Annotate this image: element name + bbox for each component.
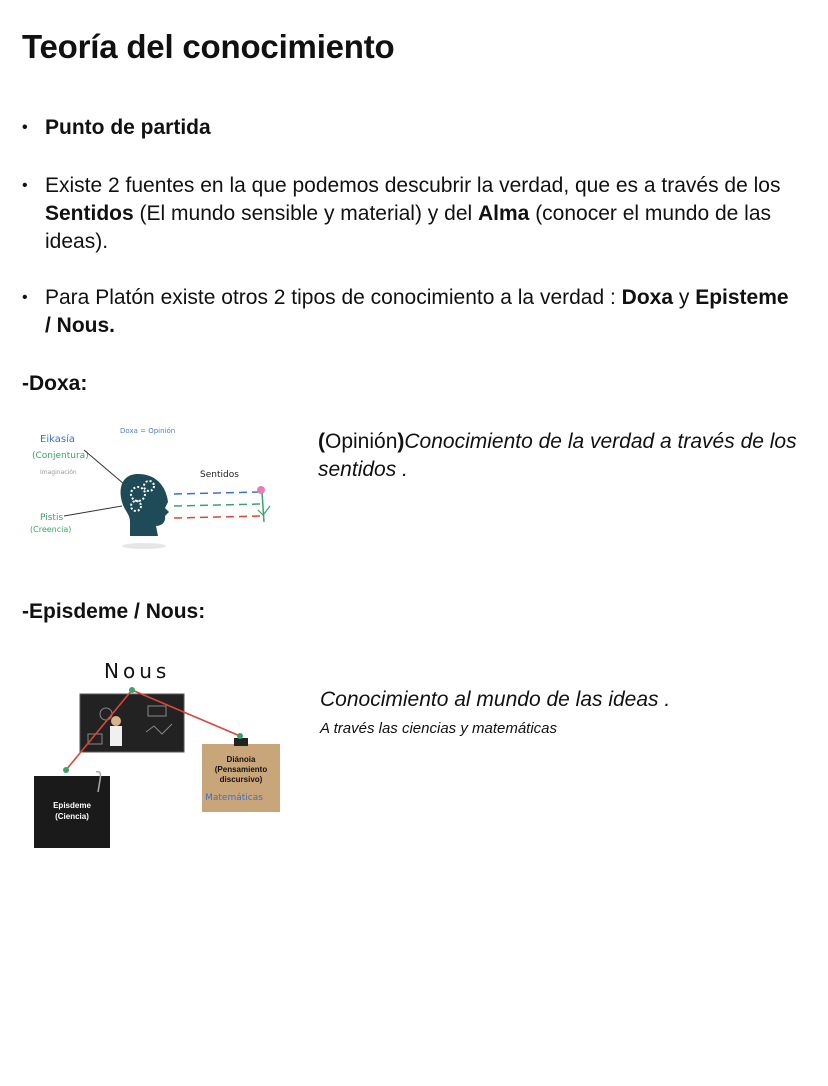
bold-episteme: Episteme / Nous. [45, 286, 789, 337]
bullet-dot: • [22, 177, 28, 194]
nous-label: Nous [104, 659, 171, 683]
bold-doxa: Doxa [621, 286, 674, 309]
connector-line [84, 450, 124, 484]
nous-description [320, 686, 800, 737]
bullet-fuentes [22, 172, 792, 256]
blackboard-image [80, 694, 184, 752]
paren-close: ) [397, 430, 405, 453]
shadow [122, 543, 166, 549]
bullet-punto-de-partida [22, 114, 792, 142]
bullet-text-part: y [673, 286, 696, 309]
dashed-line-blue [174, 492, 258, 494]
pistis-label: Pistis [40, 513, 64, 523]
doxa-diagram [26, 418, 288, 558]
head-silhouette-icon [121, 474, 169, 536]
paren-open: ( [318, 430, 325, 453]
creencia-label: (Creencia) [30, 525, 72, 534]
bullet-text [45, 172, 792, 256]
eikasia-label: Eikasía [40, 434, 75, 445]
pin-dot [129, 687, 135, 693]
dashed-line-red [174, 516, 262, 518]
bullet-text-part: (conocer el mundo de las ideas). [45, 202, 771, 253]
bullet-text [45, 284, 792, 340]
imaginacion-label: Imaginación [40, 469, 77, 476]
nous-heading: -Episdeme / Nous: [22, 600, 206, 623]
bullet-dot: • [22, 289, 28, 306]
episdeme-line2: (Ciencia) [55, 812, 89, 821]
bold-sentidos: Sentidos [45, 202, 134, 225]
bullet-dot: • [22, 119, 28, 136]
bullet-text-part: (El mundo sensible y material) y del [133, 202, 478, 225]
episdeme-card [34, 772, 110, 848]
doxa-description [318, 428, 808, 484]
matematicas-label: Matemáticas [205, 793, 263, 803]
nous-sub-text: A través las ciencias y matemáticas [320, 720, 558, 737]
dianoia-line1: Diánoia [226, 755, 256, 764]
bold-alma: Alma [478, 202, 530, 225]
bullet-text-part: Existe 2 fuentes en la que podemos descubrir la verdad, que es a través de los [45, 174, 781, 197]
doxa-opinion-label: Doxa = Opinión [120, 427, 176, 435]
opinion-word: Opinión [325, 430, 398, 453]
nous-main-text: Conocimiento al mundo de las ideas . [320, 688, 671, 711]
page-title: Teoría del conocimiento [22, 28, 395, 65]
nous-diagram [26, 648, 288, 858]
dashed-line-green [174, 504, 262, 506]
sentidos-label: Sentidos [200, 470, 239, 480]
dianoia-line3: discursivo) [219, 775, 263, 784]
pin-dot [237, 733, 243, 739]
bullet-text: Punto de partida [45, 116, 211, 139]
doxa-heading: -Doxa: [22, 372, 88, 395]
doxa-italic-text: Conocimiento de la verdad a través de los sentidos . [318, 430, 797, 481]
dianoia-line2: (Pensamiento [214, 765, 268, 774]
episdeme-line1: Episdeme [53, 801, 91, 810]
bullet-text-part: Para Platón existe otros 2 tipos de conocimiento a la verdad : [45, 286, 622, 309]
bullet-platon [22, 284, 792, 340]
connector-line [64, 506, 122, 516]
pin-dot [63, 767, 69, 773]
conjetura-label: (Conjentura) [32, 451, 89, 461]
dianoia-card [202, 738, 280, 812]
